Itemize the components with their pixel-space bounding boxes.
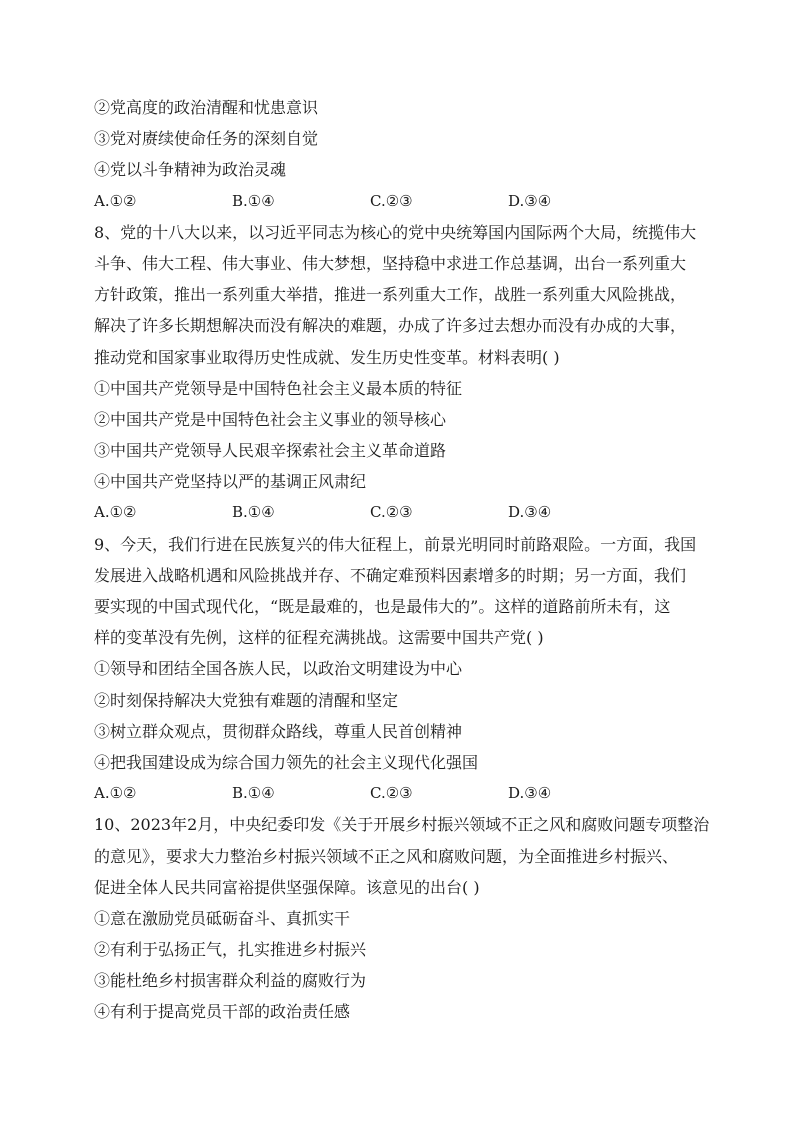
choice-a: A.①② [94,784,137,803]
option-line: ②党高度的政治清醒和忧患意识 [94,98,319,117]
question-stem-line: 推动党和国家事业取得历史性成就、发生历史性变革。材料表明( ) [94,347,560,367]
question-stem-line: 要实现的中国式现代化，“既是最难的，也是最伟大的”。这样的道路前所未有，这 [94,597,671,616]
option-line: ④把我国建设成为综合国力领先的社会主义现代化强国 [94,752,479,772]
question-stem-line: 促进全体人民共同富裕提供坚强保障。该意见的出台( ) [94,877,480,897]
document-page [94,92,710,1028]
option-line: ③中国共产党领导人民艰辛探索社会主义革命道路 [94,441,447,461]
question-stem-line: 方针政策，推出一系列重大举措，推进一系列重大工作，战胜一系列重大风险挑战， [94,285,687,305]
choice-a: A.①② [94,191,137,210]
question-stem-line: 的意见》，要求大力整治乡村振兴领域不正之风和腐败问题，为全面推进乡村振兴、 [94,846,679,866]
answer-choices [94,497,706,528]
option-line: ④党以斗争精神为政治灵魂 [94,160,287,180]
choice-d: D.③④ [508,503,552,522]
choice-c: C.②③ [370,784,413,803]
option-line: ①意在激励党员砥砺奋斗、真抓实干 [94,908,351,928]
option-line: ③树立群众观点，贯彻群众路线，尊重人民首创精神 [94,721,463,741]
option-line: ②时刻保持解决大党独有难题的清醒和坚定 [94,690,399,710]
question-stem-line: 8、党的十八大以来，以习近平同志为核心的党中央统筹国内国际两个大局，统揽伟大 [94,222,697,242]
option-line: ③能杜绝乡村损害群众利益的腐败行为 [94,971,367,991]
question-stem-line: 发展进入战略机遇和风险挑战并存、不确定难预料因素增多的时期；另一方面，我们 [94,565,687,585]
question-stem-line: 样的变革没有先例，这样的征程充满挑战。这需要中国共产党( ) [94,628,544,648]
choice-b: B.①④ [232,503,275,522]
choice-d: D.③④ [508,784,552,803]
question-stem-line: 解决了许多长期想解决而没有解决的难题，办成了许多过去想办而没有办成的大事， [94,316,687,336]
answer-choices [94,778,706,809]
option-line: ④中国共产党坚持以严的基调正风肃纪 [94,472,367,492]
choice-b: B.①④ [232,191,275,210]
option-line: ①领导和团结全国各族人民，以政治文明建设为中心 [94,659,463,679]
question-7-continued [94,92,706,217]
option-line: ③党对赓续使命任务的深刻自觉 [94,129,319,149]
question-10 [94,809,710,1027]
question-stem-line: 10、2023年2月，中央纪委印发《关于开展乡村振兴领域不正之风和腐败问题专项整治 [94,815,710,835]
choice-a: A.①② [94,503,137,522]
answer-choices [94,186,706,217]
question-8 [94,217,706,529]
question-stem-line: 9、今天，我们行进在民族复兴的伟大征程上，前景光明同时前路艰险。一方面，我国 [94,534,697,554]
question-stem-line: 斗争、伟大工程、伟大事业、伟大梦想，坚持稳中求进工作总基调，出台一系列重大 [94,253,687,273]
question-9 [94,529,706,810]
option-line: ④有利于提高党员干部的政治责任感 [94,1002,351,1022]
option-line: ①中国共产党领导是中国特色社会主义最本质的特征 [94,378,463,398]
option-line: ②有利于弘扬正气，扎实推进乡村振兴 [94,940,367,960]
choice-d: D.③④ [508,191,552,210]
choice-c: C.②③ [370,191,413,210]
choice-c: C.②③ [370,503,413,522]
choice-b: B.①④ [232,784,275,803]
option-line: ②中国共产党是中国特色社会主义事业的领导核心 [94,409,447,429]
